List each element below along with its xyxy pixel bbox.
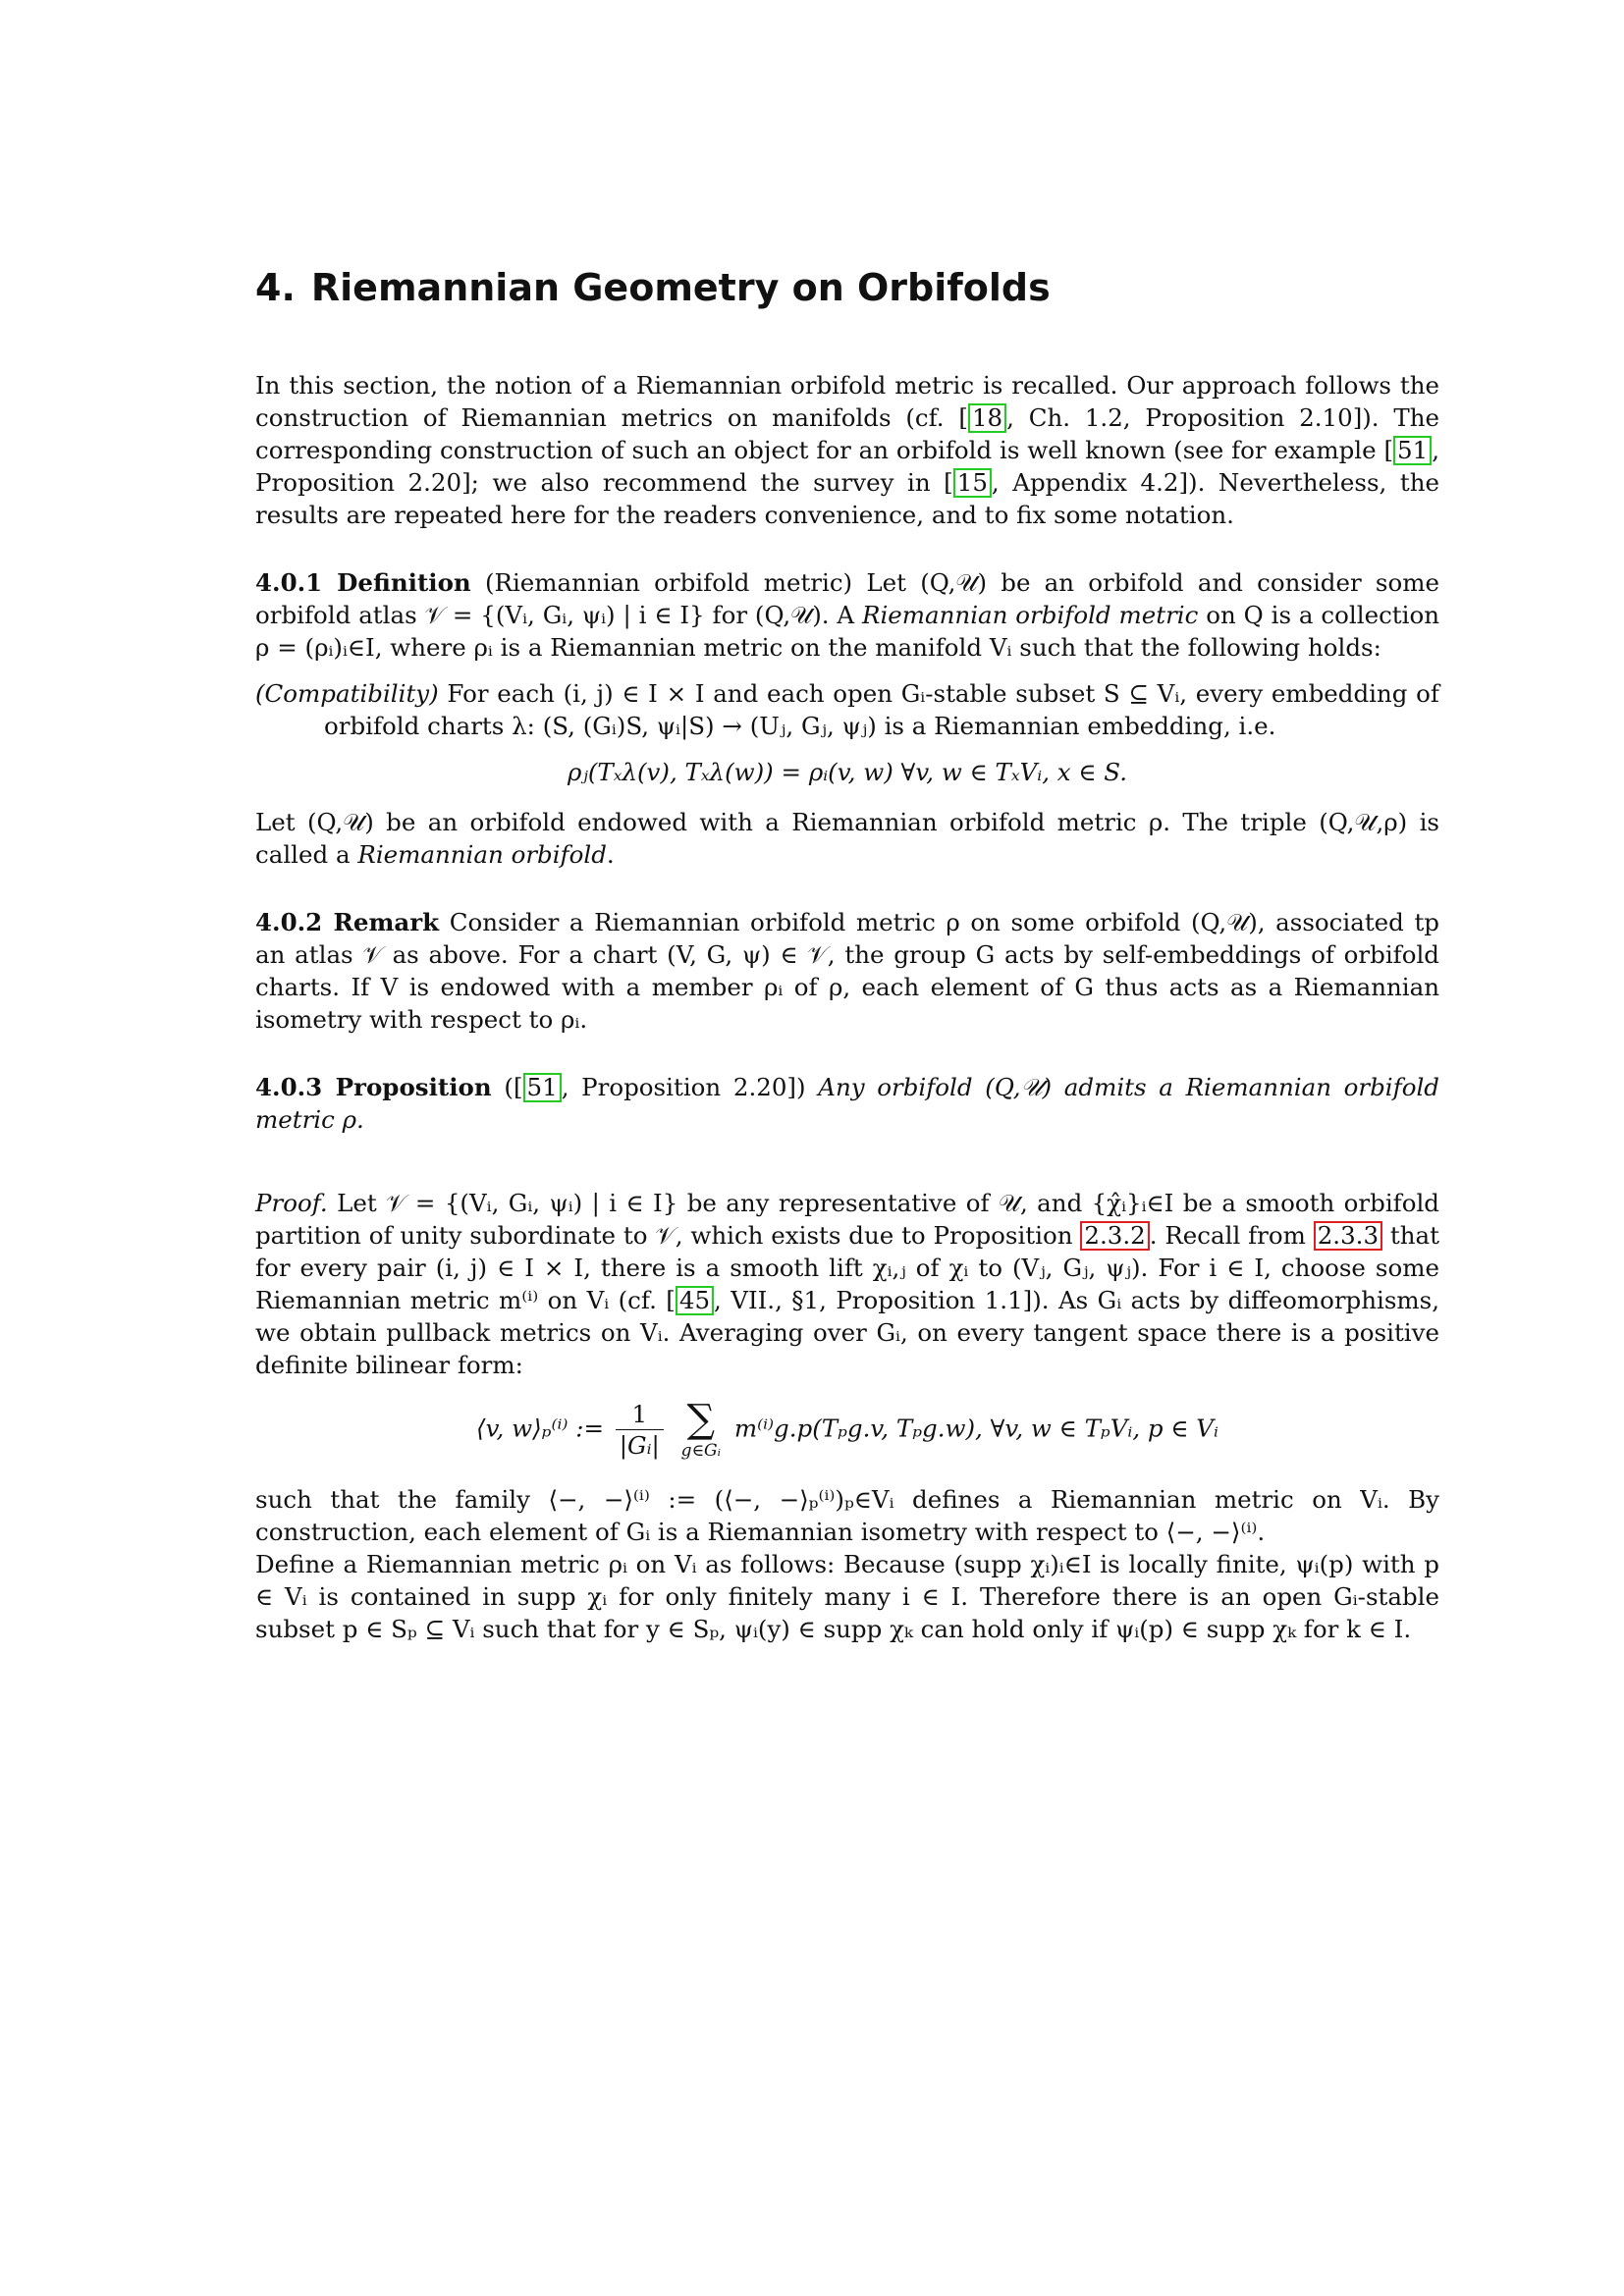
citation-link[interactable]: 45 xyxy=(676,1286,714,1315)
citation-link[interactable]: 15 xyxy=(953,468,992,498)
proof-text-definition: Define a Riemannian metric ρᵢ on Vᵢ as follows: Because (supp χᵢ)ᵢ∈I is locally finite, ψᵢ(p) with p ∈ Vᵢ is contained in supp χᵢ for only finitely many i ∈ I. Therefore there is an open Gᵢ-stable subset p ∈ Sₚ ⊆ Vᵢ such that for y ∈ Sₚ, ψᵢ(y) ∈ supp χₖ can hold only if ψᵢ(p) ∈ supp χₖ for k ∈ I. xyxy=(255,1550,1439,1643)
formula-lhs: ⟨v, w⟩ₚ⁽ⁱ⁾ := xyxy=(476,1414,604,1443)
proof-block: Proof. Let 𝒱 = {(Vᵢ, Gᵢ, ψᵢ) | i ∈ I} be any representative of 𝒰, and {χ̂ᵢ}ᵢ∈I be a smooth orbifold partition of unity subordinate to 𝒱, which exists due to Proposition 2.3.2 . Recall from 2.3.3 that for every pair (i, j) ∈ I × I, there is a smooth lift χᵢ,ⱼ of χᵢ to (Vⱼ, Gⱼ, ψⱼ). For i ∈ I, choose some Riemannian metric m⁽ⁱ⁾ on Vᵢ (cf. [ 45 , VII., §1, Proposition 1.1]). As Gᵢ acts by diffeomorphisms, we obtain pullback metrics on Vᵢ. Averaging over Gᵢ, on every tangent space there is a positive definite bilinear form: ⟨v, w⟩ₚ⁽ⁱ⁾ := $\frac{1}{\text{|Gᵢ|}}$ ∑ g∈Gᵢ m⁽ⁱ⁾g.p(Tₚg.v, Tₚg.w), ∀v, w ∈ TₚVᵢ, p ∈ Vᵢ such that the family ⟨−, −⟩⁽ⁱ⁾ := (⟨−, −⟩ₚ⁽ⁱ⁾)ₚ∈Vᵢ defines a Riemannian metric on Vᵢ. By construction, each element of Gᵢ is a Riemannian isometry with respect to ⟨−, −⟩⁽ⁱ⁾. Define a Riemannian metric ρᵢ on Vᵢ as follows: Because (supp χᵢ)ᵢ∈I is locally finite, ψᵢ(p) with p ∈ Vᵢ is contained in supp χᵢ for only finitely many i ∈ I. Therefore there is an open Gᵢ-stable subset p ∈ Sₚ ⊆ Vᵢ such that for y ∈ Sₚ, ψᵢ(y) ∈ supp χₖ can hold only if ψᵢ(p) ∈ supp χₖ for k ∈ I. xyxy=(255,1189,1439,1643)
definition-title: (Riemannian orbifold metric) xyxy=(484,568,853,597)
summation xyxy=(681,1399,721,1462)
remark-label: 4.0.2 Remark xyxy=(255,908,440,936)
citation-link[interactable]: 51 xyxy=(1393,436,1432,465)
definition-label: 4.0.1 Definition xyxy=(255,568,471,597)
proof-text-continued: such that the family ⟨−, −⟩⁽ⁱ⁾ := (⟨−, −⟩ₚ⁽ⁱ⁾)ₚ∈Vᵢ defines a Riemannian metric on Vᵢ. By construction, each element of Gᵢ is a Riemannian isometry with respect to ⟨−, −⟩⁽ⁱ⁾. xyxy=(255,1485,1439,1546)
remark-text: Consider a Riemannian orbifold metric ρ on some orbifold (Q,𝒰), associated tp an atlas 𝒱 as above. For a chart (V, G, ψ) ∈ 𝒱, the group G acts by self-embeddings of orbifold charts. If V is endowed with a member ρᵢ of ρ, each element of G thus acts as a Riemannian isometry with respect to ρᵢ. xyxy=(255,908,1439,1034)
citation-link[interactable]: 18 xyxy=(968,403,1006,433)
definition-block xyxy=(255,566,1439,871)
intro-text: Ch. 1.2, Proposition 2.10]). The corresponding construction of such an object for an orbifold is well known (see for example xyxy=(255,403,1440,464)
definition-term: Riemannian orbifold metric xyxy=(862,601,1199,629)
compatibility-formula: ρⱼ(Tₓλ(v), Tₓλ(w)) = ρᵢ(v, w) ∀v, w ∈ TₓVᵢ, x ∈ S. xyxy=(567,758,1127,786)
compatibility-label: (Compatibility) xyxy=(255,679,439,708)
citation-link[interactable]: 51 xyxy=(523,1073,562,1102)
definition-after-text: Let (Q,𝒰) be an orbifold endowed with a Riemannian orbifold metric ρ. The triple (Q,𝒰,ρ) is called a xyxy=(255,808,1439,869)
averaging-formula xyxy=(255,1399,1439,1462)
proposition-cite-open: ( xyxy=(504,1073,514,1101)
definition-term: Riemannian orbifold xyxy=(357,840,607,869)
summation-sign-icon: ∑ xyxy=(686,1397,716,1442)
intro-text: Proposition 2.20]; we also recommend the survey in xyxy=(255,468,945,497)
proposition-statement: Any orbifold (Q,𝒰) admits a Riemannian orbifold metric ρ. xyxy=(255,1073,1439,1134)
proof-text: . Recall from xyxy=(1149,1221,1314,1250)
proof-label: Proof. xyxy=(255,1189,328,1217)
proposition-block: 4.0.3 Proposition ([ 51 , Proposition 2.20]) Any orbifold (Q,𝒰) admits a Riemannian orbifold metric ρ. xyxy=(255,1073,1439,1134)
proof-text: VII., §1, Proposition 1.1]). As Gᵢ acts by diffeomorphisms, we obtain pullback metrics on Vᵢ. Averaging over Gᵢ, on every tangent space there is a positive definite bilinear form: xyxy=(255,1286,1439,1379)
page xyxy=(255,265,1439,1645)
proposition-label: 4.0.3 Proposition xyxy=(255,1073,492,1101)
intro-text: Appendix 4.2]). Nevertheless, the results are repeated here for the readers convenience, and to fix some notation. xyxy=(255,468,1439,529)
definition-text: on Q is a collection ρ = (ρᵢ)ᵢ∈I, where ρᵢ is a Riemannian metric on the manifold Vᵢ such that the following holds: xyxy=(255,601,1439,662)
fraction-numerator: 1 xyxy=(616,1400,664,1430)
proof-text: Let 𝒱 = {(Vᵢ, Gᵢ, ψᵢ) | i ∈ I} be any representative of 𝒰, and {χ̂ᵢ}ᵢ∈I be a smooth orbifold partition of unity subordinate to 𝒱, which exists due to Proposition xyxy=(255,1189,1439,1250)
definition-after-text: . xyxy=(606,840,615,869)
section-number: 4. xyxy=(255,266,296,309)
proposition-ref-link[interactable]: 2.3.2 xyxy=(1080,1221,1149,1251)
definition-text: Let (Q,𝒰) be an orbifold and consider some orbifold atlas 𝒱 = {(Vᵢ, Gᵢ, ψᵢ) | i ∈ I} for (Q,𝒰). A xyxy=(255,568,1439,629)
compatibility-condition xyxy=(255,677,1439,742)
summation-limit: g∈Gᵢ xyxy=(680,1441,722,1461)
remark-block xyxy=(255,906,1439,1036)
proposition-cite-rest: Proposition 2.20]) xyxy=(568,1073,806,1101)
proposition-ref-link[interactable]: 2.3.3 xyxy=(1314,1221,1382,1251)
fraction-denominator: |Gᵢ| xyxy=(619,1430,660,1460)
proof-text: that for every pair (i, j) ∈ I × I, there is a smooth lift χᵢ,ⱼ of χᵢ to (Vⱼ, Gⱼ, ψⱼ). For i ∈ I, choose some Riemannian metric m⁽ⁱ⁾ on Vᵢ (cf. xyxy=(255,1221,1439,1314)
intro-text: In this section, the notion of a Riemannian orbifold metric is recalled. Our approach follows the construction of Riemannian metrics on manifolds (cf. xyxy=(255,371,1439,432)
intro-paragraph: In this section, the notion of a Riemannian orbifold metric is recalled. Our approach follows the construction of Riemannian metrics on manifolds (cf. [ 18 , Ch. 1.2, Proposition 2.10]). The corresponding construction of such an object for an orbifold is well known (see for example [ 51 , Proposition 2.20]; we also recommend the survey in [ 15 , Appendix 4.2]). Nevertheless, the results are repeated here for the readers convenience, and to fix some notation. xyxy=(255,371,1440,529)
section-heading xyxy=(255,265,1439,310)
formula-rhs: m⁽ⁱ⁾g.p(Tₚg.v, Tₚg.w), ∀v, w ∈ TₚVᵢ, p ∈ Vᵢ xyxy=(733,1414,1218,1443)
section-title: Riemannian Geometry on Orbifolds xyxy=(310,266,1051,309)
compatibility-text: For each (i, j) ∈ I × I and each open Gᵢ-stable subset S ⊆ Vᵢ, every embedding of orbifold charts λ: (S, (Gᵢ)S, ψᵢ|S) → (Uⱼ, Gⱼ, ψⱼ) is a Riemannian embedding, i.e. xyxy=(324,679,1439,740)
formula-fraction xyxy=(616,1400,664,1462)
